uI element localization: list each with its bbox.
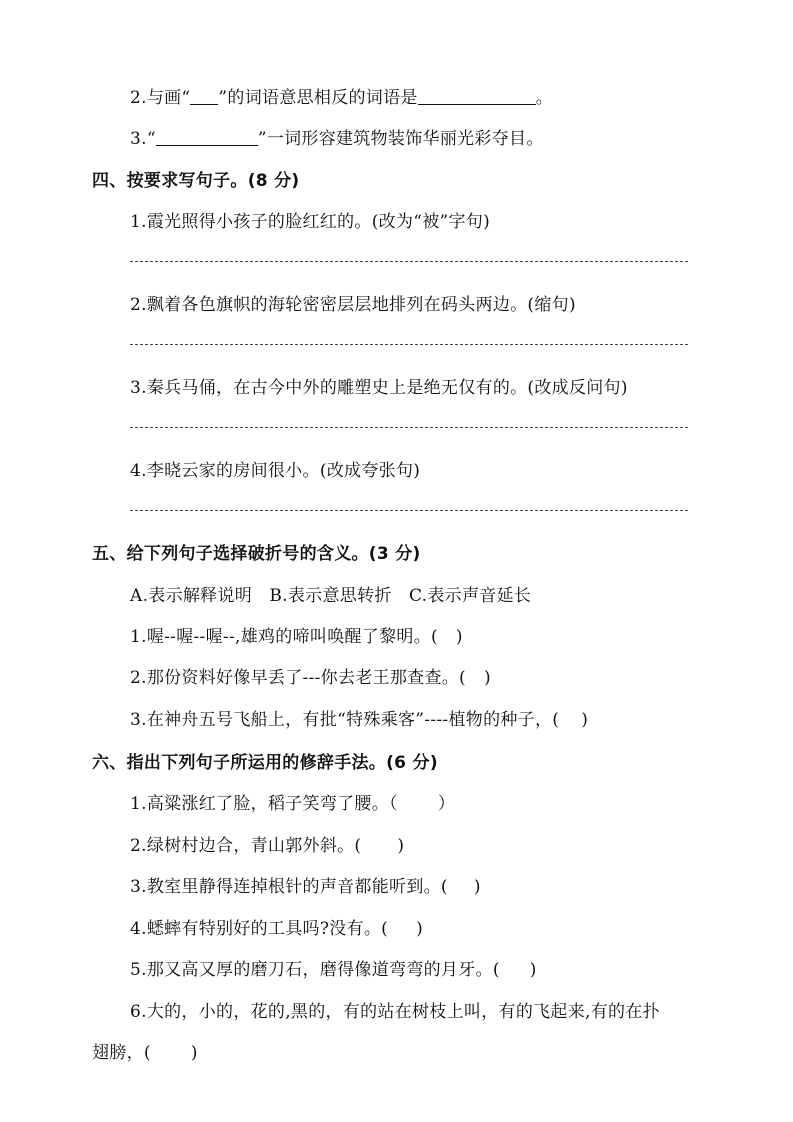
answer-line[interactable] bbox=[130, 510, 688, 511]
item-text: “ bbox=[146, 129, 156, 149]
item-text: 5.那又高又厚的磨刀石，磨得像道弯弯的月牙。( bbox=[130, 960, 500, 980]
answer-line[interactable] bbox=[130, 427, 688, 428]
section-6-item-5 bbox=[130, 958, 537, 982]
section-5-heading: 五、给下列句子选择破折号的含义。(3 分) bbox=[92, 544, 421, 564]
item-text: 2.那份资料好像早丢了---你去老王那查查。( bbox=[130, 668, 466, 688]
answer-line[interactable] bbox=[130, 261, 688, 262]
answer-blank[interactable] bbox=[156, 127, 258, 146]
part3-item-2 bbox=[130, 86, 553, 110]
item-text: ） bbox=[437, 794, 456, 814]
section-6-item-6-line-1: 6.大的，小的，花的,黑的，有的站在树枝上叫，有的飞起来,有的在扑 bbox=[130, 1002, 660, 1022]
item-text: ”一词形容建筑物装饰华丽光彩夺目。 bbox=[257, 129, 544, 149]
part3-item-3 bbox=[130, 127, 544, 151]
item-text: ) bbox=[483, 668, 491, 688]
item-text: ) bbox=[455, 627, 463, 647]
section-4-item-2: 2.飘着各色旗帜的海轮密密层层地排列在码头两边。(缩句) bbox=[130, 295, 576, 315]
item-text: 1.喔--喔--喔--,雄鸡的啼叫唤醒了黎明。( bbox=[130, 627, 438, 647]
item-text: 3.在神舟五号飞船上，有批“特殊乘客”----植物的种子，( bbox=[130, 710, 560, 730]
section-6-item-3 bbox=[130, 875, 481, 899]
section-6-item-2 bbox=[130, 834, 404, 858]
item-number: 2. bbox=[130, 88, 147, 108]
item-text: ) bbox=[529, 960, 537, 980]
item-text: 2.绿树村边合，青山郭外斜。( bbox=[130, 836, 362, 856]
section-5-item-3 bbox=[130, 708, 588, 732]
item-text: 3.教室里静得连掉根针的声音都能听到。( bbox=[130, 877, 448, 897]
item-text: ”的词语意思相反的词语是 bbox=[218, 88, 418, 108]
section-4-item-4: 4.李晓云家的房间很小。(改成夸张句) bbox=[130, 461, 421, 481]
section-4-item-3: 3.秦兵马俑，在古今中外的雕塑史上是绝无仅有的。(改成反问句) bbox=[130, 378, 628, 398]
section-5-item-1 bbox=[130, 625, 463, 649]
item-number: 3. bbox=[130, 129, 147, 149]
item-text: ) bbox=[190, 1043, 198, 1063]
answer-blank[interactable] bbox=[418, 86, 536, 105]
item-text: 。 bbox=[535, 88, 554, 108]
item-text: ) bbox=[397, 836, 405, 856]
item-text: 翅膀，( bbox=[92, 1043, 151, 1063]
section-6-item-4 bbox=[130, 917, 423, 941]
item-text: 4.蟋蟀有特别好的工具吗?没有。( bbox=[130, 919, 389, 939]
item-text: ) bbox=[473, 877, 481, 897]
section-6-item-6-line-2 bbox=[92, 1041, 198, 1065]
item-text: ) bbox=[416, 919, 424, 939]
section-4-heading: 四、按要求写句子。(8 分) bbox=[92, 171, 300, 191]
section-5-options: A.表示解释说明 B.表示意思转折 C.表示声音延长 bbox=[130, 586, 532, 606]
section-6-item-1 bbox=[130, 792, 455, 816]
section-6-heading: 六、指出下列句子所运用的修辞手法。(6 分) bbox=[92, 753, 438, 773]
answer-blank[interactable] bbox=[190, 86, 218, 105]
answer-line[interactable] bbox=[130, 344, 688, 345]
section-4-item-1: 1.霞光照得小孩子的脸红红的。(改为“被”字句) bbox=[130, 212, 491, 232]
item-text: 与画“ bbox=[146, 88, 191, 108]
item-text: 1.高粱涨红了脸，稻子笑弯了腰。（ bbox=[130, 794, 398, 814]
item-text: ) bbox=[581, 710, 589, 730]
section-5-item-2 bbox=[130, 666, 491, 690]
